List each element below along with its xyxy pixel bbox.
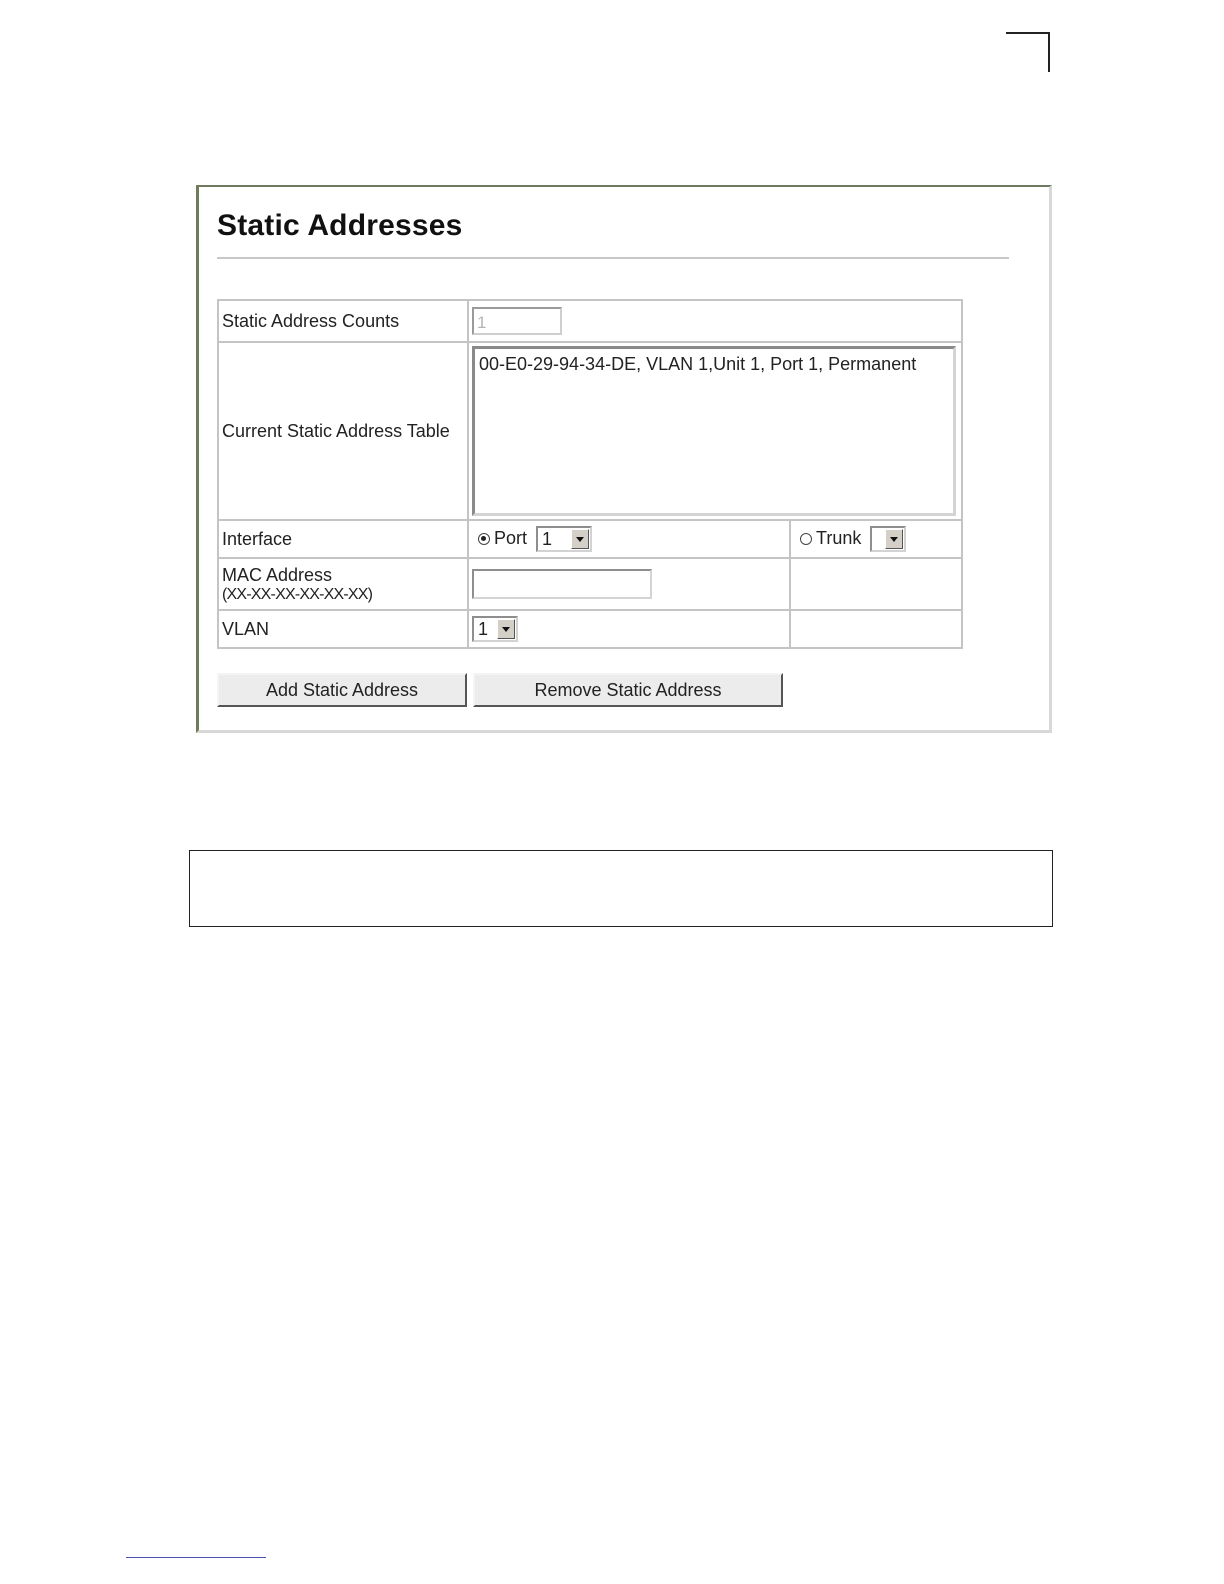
- remove-static-address-button[interactable]: Remove Static Address: [473, 673, 783, 707]
- mac-label-text: MAC Address: [222, 564, 333, 585]
- vlan-cell: [468, 610, 790, 648]
- trunk-radio[interactable]: [800, 533, 812, 545]
- counts-cell: [468, 300, 962, 342]
- mac-empty-cell: [790, 558, 962, 610]
- current-table-row: [218, 342, 962, 520]
- port-radio-label: Port: [494, 527, 528, 548]
- vlan-row: [218, 610, 962, 648]
- counts-label: Static Address Counts: [218, 300, 468, 342]
- trunk-radio-label: Trunk: [816, 527, 862, 548]
- port-select[interactable]: [536, 526, 592, 552]
- port-select-value: 1: [542, 529, 553, 549]
- mac-label: [218, 558, 468, 610]
- mac-row: [218, 558, 962, 610]
- page-title: Static Addresses: [217, 209, 463, 242]
- empty-box: [189, 850, 1053, 927]
- vlan-label: VLAN: [218, 610, 468, 648]
- vlan-empty-cell: [790, 610, 962, 648]
- footnote-rule: [126, 1557, 266, 1558]
- add-static-address-button[interactable]: Add Static Address: [217, 673, 467, 707]
- static-addresses-panel: [196, 185, 1052, 733]
- mac-cell: [468, 558, 790, 610]
- port-cell: [468, 520, 790, 558]
- interface-row: [218, 520, 962, 558]
- chevron-down-icon[interactable]: [497, 619, 515, 639]
- vlan-select-value: 1: [478, 619, 489, 639]
- trunk-cell: [790, 520, 962, 558]
- port-radio[interactable]: [478, 533, 490, 545]
- current-table-cell: [468, 342, 962, 520]
- static-address-form: [217, 299, 963, 649]
- title-divider: [217, 257, 1009, 259]
- trunk-select[interactable]: [870, 526, 906, 552]
- static-address-count-field: 1: [472, 307, 562, 335]
- static-address-listbox[interactable]: [472, 346, 956, 516]
- list-item[interactable]: 00-E0-29-94-34-DE, VLAN 1,Unit 1, Port 1, Permanent: [479, 354, 917, 374]
- crop-mark: [1006, 32, 1050, 72]
- counts-row: [218, 300, 962, 342]
- current-table-label: Current Static Address Table: [218, 342, 468, 520]
- mac-address-input[interactable]: [472, 569, 652, 599]
- chevron-down-icon[interactable]: [571, 529, 589, 549]
- interface-label: Interface: [218, 520, 468, 558]
- chevron-down-icon[interactable]: [885, 529, 903, 549]
- mac-format-hint: (XX-XX-XX-XX-XX-XX): [222, 585, 373, 603]
- vlan-select[interactable]: [472, 616, 518, 642]
